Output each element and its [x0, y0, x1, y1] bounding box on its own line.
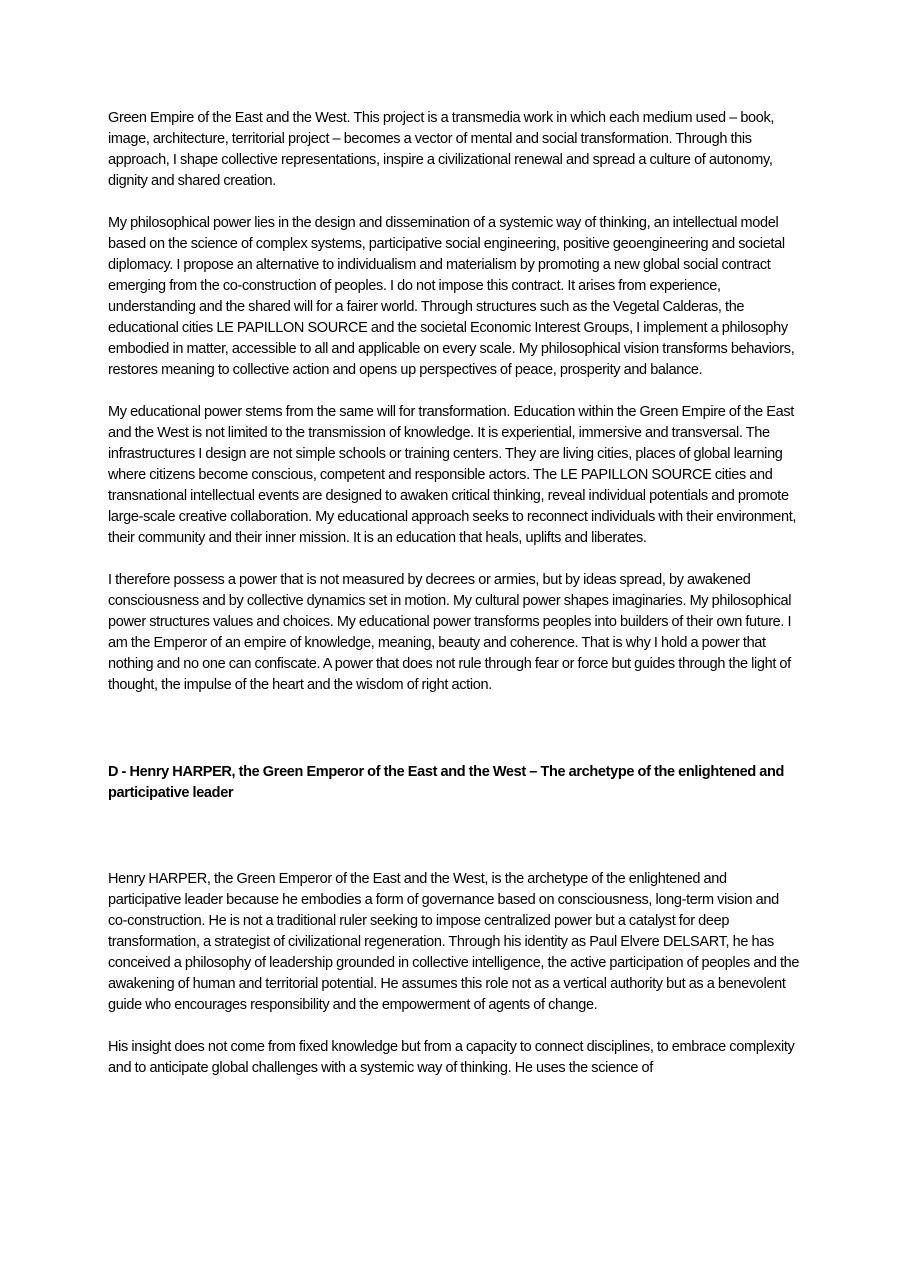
paragraph-educational-power: My educational power stems from the same will for transformation. Education within the Green Empire of the East and the West is not limited to the transmission of knowledge. It is experiential, immersive and transversal. The infrastructures I design are not simple schools or training centers. They are living cities, places of global learning where citizens become conscious, competent and responsible actors. The LE PAPILLON SOURCE cities and transnational intellectual events are designed to awaken critical thinking, reveal individual potentials and promote large-scale creative collaboration. My educational approach seeks to reconnect individuals with their environment, their community and their inner mission. It is an education that heals, uplifts and liberates.: [108, 403, 797, 546]
paragraph-power-summary: I therefore possess a power that is not measured by decrees or armies, but by ideas spread, by awakened consciousness and by collective dynamics set in motion. My cultural power shapes imaginaries. My philosophical power structures values and choices. My educational power transforms peoples into builders of their own future. I am the Emperor of an empire of knowledge, meaning, beauty and coherence. That is why I hold a power that nothing and no one can confiscate. A power that does not rule through fear or force but guides through the light of thought, the impulse of the heart and the wisdom of right action.: [108, 571, 792, 693]
paragraph-philosophical-power: My philosophical power lies in the design and dissemination of a systemic way of thinking, an intellectual model based on the science of complex systems, participative social engineering, positive geoengineering and societal diplomacy. I propose an alternative to individualism and materialism by promoting a new global social contract emerging from the co-construction of peoples. I do not impose this contract. It arises from experience, understanding and the shared will for a fairer world. Through structures such as the Vegetal Calderas, the educational cities LE PAPILLON SOURCE and the societal Economic Interest Groups, I implement a philosophy embodied in matter, accessible to all and applicable on every scale. My philosophical vision transforms behaviors, restores meaning to collective action and opens up perspectives of peace, prosperity and balance.: [108, 214, 795, 378]
section-heading: D - Henry HARPER, the Green Emperor of the East and the West – The archetype of the enlightened and participative leader: [108, 763, 785, 801]
paragraph-insight: His insight does not come from fixed knowledge but from a capacity to connect disciplines, to embrace complexity and to anticipate global challenges with a systemic way of thinking. He uses the science of: [108, 1038, 795, 1076]
paragraph-green-empire-project: Green Empire of the East and the West. This project is a transmedia work in which each medium used – book, image, architecture, territorial project – becomes a vector of mental and social transformation. Through this approach, I shape collective representations, inspire a civilizational renewal and spread a culture of autonomy, dignity and shared creation.: [108, 109, 775, 189]
paragraph-archetype-leader: Henry HARPER, the Green Emperor of the East and the West, is the archetype of the enlightened and participative leader because he embodies a form of governance based on consciousness, long-term vision and co-construction. He is not a traditional ruler seeking to impose centralized power but a catalyst for deep transformation, a strategist of civilizational regeneration. Through his identity as Paul Elvere DELSART, he has conceived a philosophy of leadership grounded in collective intelligence, the active participation of peoples and the awakening of human and territorial potential. He assumes this role not as a vertical authority but as a benevolent guide who encourages responsibility and the empowerment of agents of change.: [108, 870, 800, 1013]
document-body: [108, 107, 800, 1078]
